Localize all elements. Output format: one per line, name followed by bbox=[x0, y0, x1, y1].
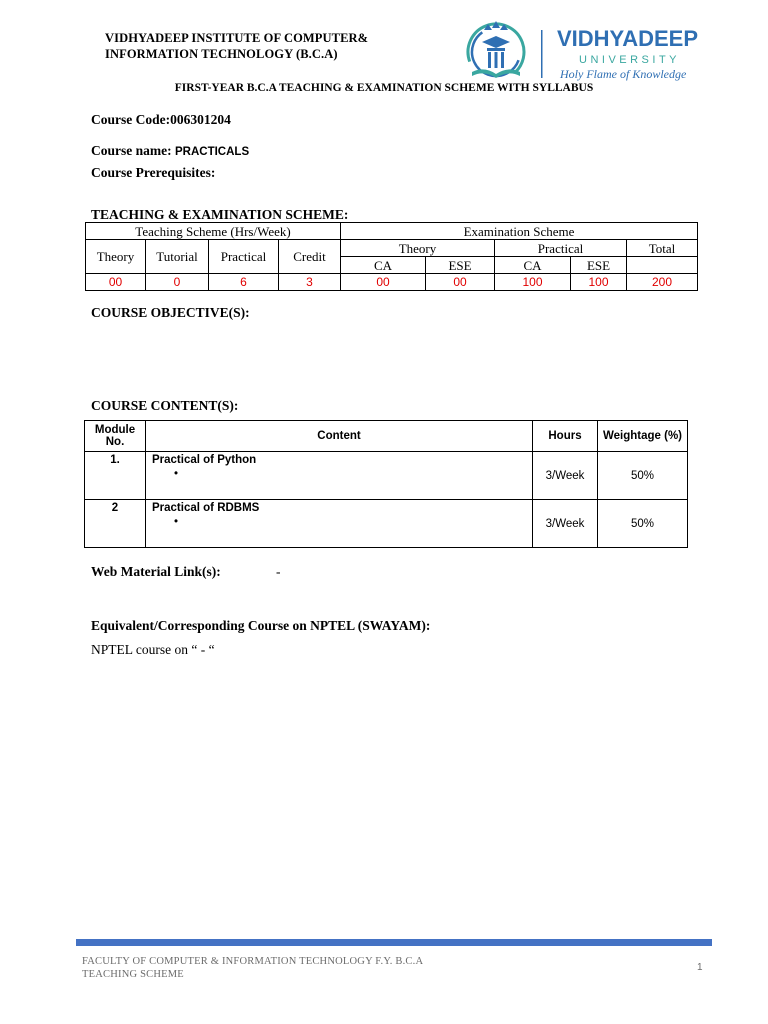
course-name-value: PRACTICALS bbox=[175, 146, 250, 158]
value-theory-ese: 00 bbox=[426, 274, 495, 291]
teaching-scheme-header: Teaching Scheme (Hrs/Week) bbox=[86, 223, 341, 240]
module-weightage: 50% bbox=[598, 452, 688, 500]
page-number: 1 bbox=[697, 962, 703, 973]
practical-ese-header: ESE bbox=[571, 257, 627, 274]
institute-name-line2: INFORMATION TECHNOLOGY (B.C.A) bbox=[105, 47, 338, 61]
objectives-heading: COURSE OBJECTIVE(S): bbox=[91, 305, 250, 320]
module-hours: 3/Week bbox=[533, 500, 598, 548]
exam-theory-header: Theory bbox=[341, 240, 495, 257]
logo-name: VIDHYADEEP bbox=[557, 26, 699, 51]
value-theory-ca: 00 bbox=[341, 274, 426, 291]
module-number: 2 bbox=[85, 500, 146, 548]
content-table bbox=[84, 420, 688, 548]
table-row bbox=[85, 452, 688, 500]
document-title: FIRST-YEAR B.C.A TEACHING & EXAMINATION SCHEME WITH SYLLABUS bbox=[174, 82, 594, 94]
web-material-value: - bbox=[276, 564, 281, 579]
course-prerequisites: Course Prerequisites: bbox=[91, 165, 216, 180]
value-credit: 3 bbox=[279, 274, 341, 291]
col-weightage: Weightage (%) bbox=[598, 421, 688, 452]
value-practical-ese: 100 bbox=[571, 274, 627, 291]
institute-name bbox=[105, 30, 368, 62]
value-practical-ca: 100 bbox=[495, 274, 571, 291]
col-tutorial: Tutorial bbox=[146, 240, 209, 274]
col-theory: Theory bbox=[86, 240, 146, 274]
table-row bbox=[85, 500, 688, 548]
bullet-icon: • bbox=[174, 468, 179, 480]
module-number: 1. bbox=[85, 452, 146, 500]
theory-ca-header: CA bbox=[341, 257, 426, 274]
university-emblem-icon bbox=[462, 16, 707, 86]
footer-line2: TEACHING SCHEME bbox=[82, 969, 184, 980]
value-theory: 00 bbox=[86, 274, 146, 291]
exam-total-header: Total bbox=[627, 240, 698, 257]
bullet-icon: • bbox=[174, 516, 179, 528]
practical-ca-header: CA bbox=[495, 257, 571, 274]
module-weightage: 50% bbox=[598, 500, 688, 548]
scheme-table bbox=[85, 222, 698, 291]
content-heading: COURSE CONTENT(S): bbox=[91, 398, 239, 413]
logo-tagline: Holy Flame of Knowledge bbox=[560, 67, 687, 81]
total-empty-cell bbox=[627, 257, 698, 274]
scheme-values-row bbox=[86, 274, 698, 291]
course-name-label: Course name: bbox=[91, 143, 175, 158]
module-content bbox=[146, 500, 533, 548]
logo-sub: UNIVERSITY bbox=[579, 54, 681, 66]
module-title: Practical of RDBMS bbox=[152, 502, 260, 514]
theory-ese-header: ESE bbox=[426, 257, 495, 274]
module-content bbox=[146, 452, 533, 500]
module-title: Practical of Python bbox=[152, 454, 257, 466]
course-code-value: 006301204 bbox=[170, 112, 231, 127]
university-logo bbox=[462, 16, 707, 86]
footer-text bbox=[82, 955, 423, 981]
value-tutorial: 0 bbox=[146, 274, 209, 291]
value-practical: 6 bbox=[209, 274, 279, 291]
web-material-label: Web Material Link(s): bbox=[91, 564, 221, 579]
col-hours: Hours bbox=[533, 421, 598, 452]
value-total: 200 bbox=[627, 274, 698, 291]
footer-line1: FACULTY OF COMPUTER & INFORMATION TECHNOLOGY F.Y. B.C.A bbox=[82, 956, 424, 967]
nptel-text: NPTEL course on “ - “ bbox=[91, 642, 215, 657]
course-code bbox=[91, 112, 231, 128]
col-practical: Practical bbox=[209, 240, 279, 274]
col-credit: Credit bbox=[279, 240, 341, 274]
col-module-no: Module No. bbox=[85, 421, 146, 452]
institute-name-line1: VIDHYADEEP INSTITUTE OF COMPUTER& bbox=[105, 31, 369, 45]
course-code-label: Course Code: bbox=[91, 112, 171, 127]
course-name bbox=[91, 143, 249, 159]
col-content: Content bbox=[146, 421, 533, 452]
module-hours: 3/Week bbox=[533, 452, 598, 500]
exam-practical-header: Practical bbox=[495, 240, 627, 257]
scheme-heading: TEACHING & EXAMINATION SCHEME: bbox=[91, 207, 349, 222]
nptel-heading: Equivalent/Corresponding Course on NPTEL (SWAYAM): bbox=[91, 618, 431, 633]
examination-scheme-header: Examination Scheme bbox=[341, 223, 698, 240]
footer-divider bbox=[76, 939, 712, 946]
